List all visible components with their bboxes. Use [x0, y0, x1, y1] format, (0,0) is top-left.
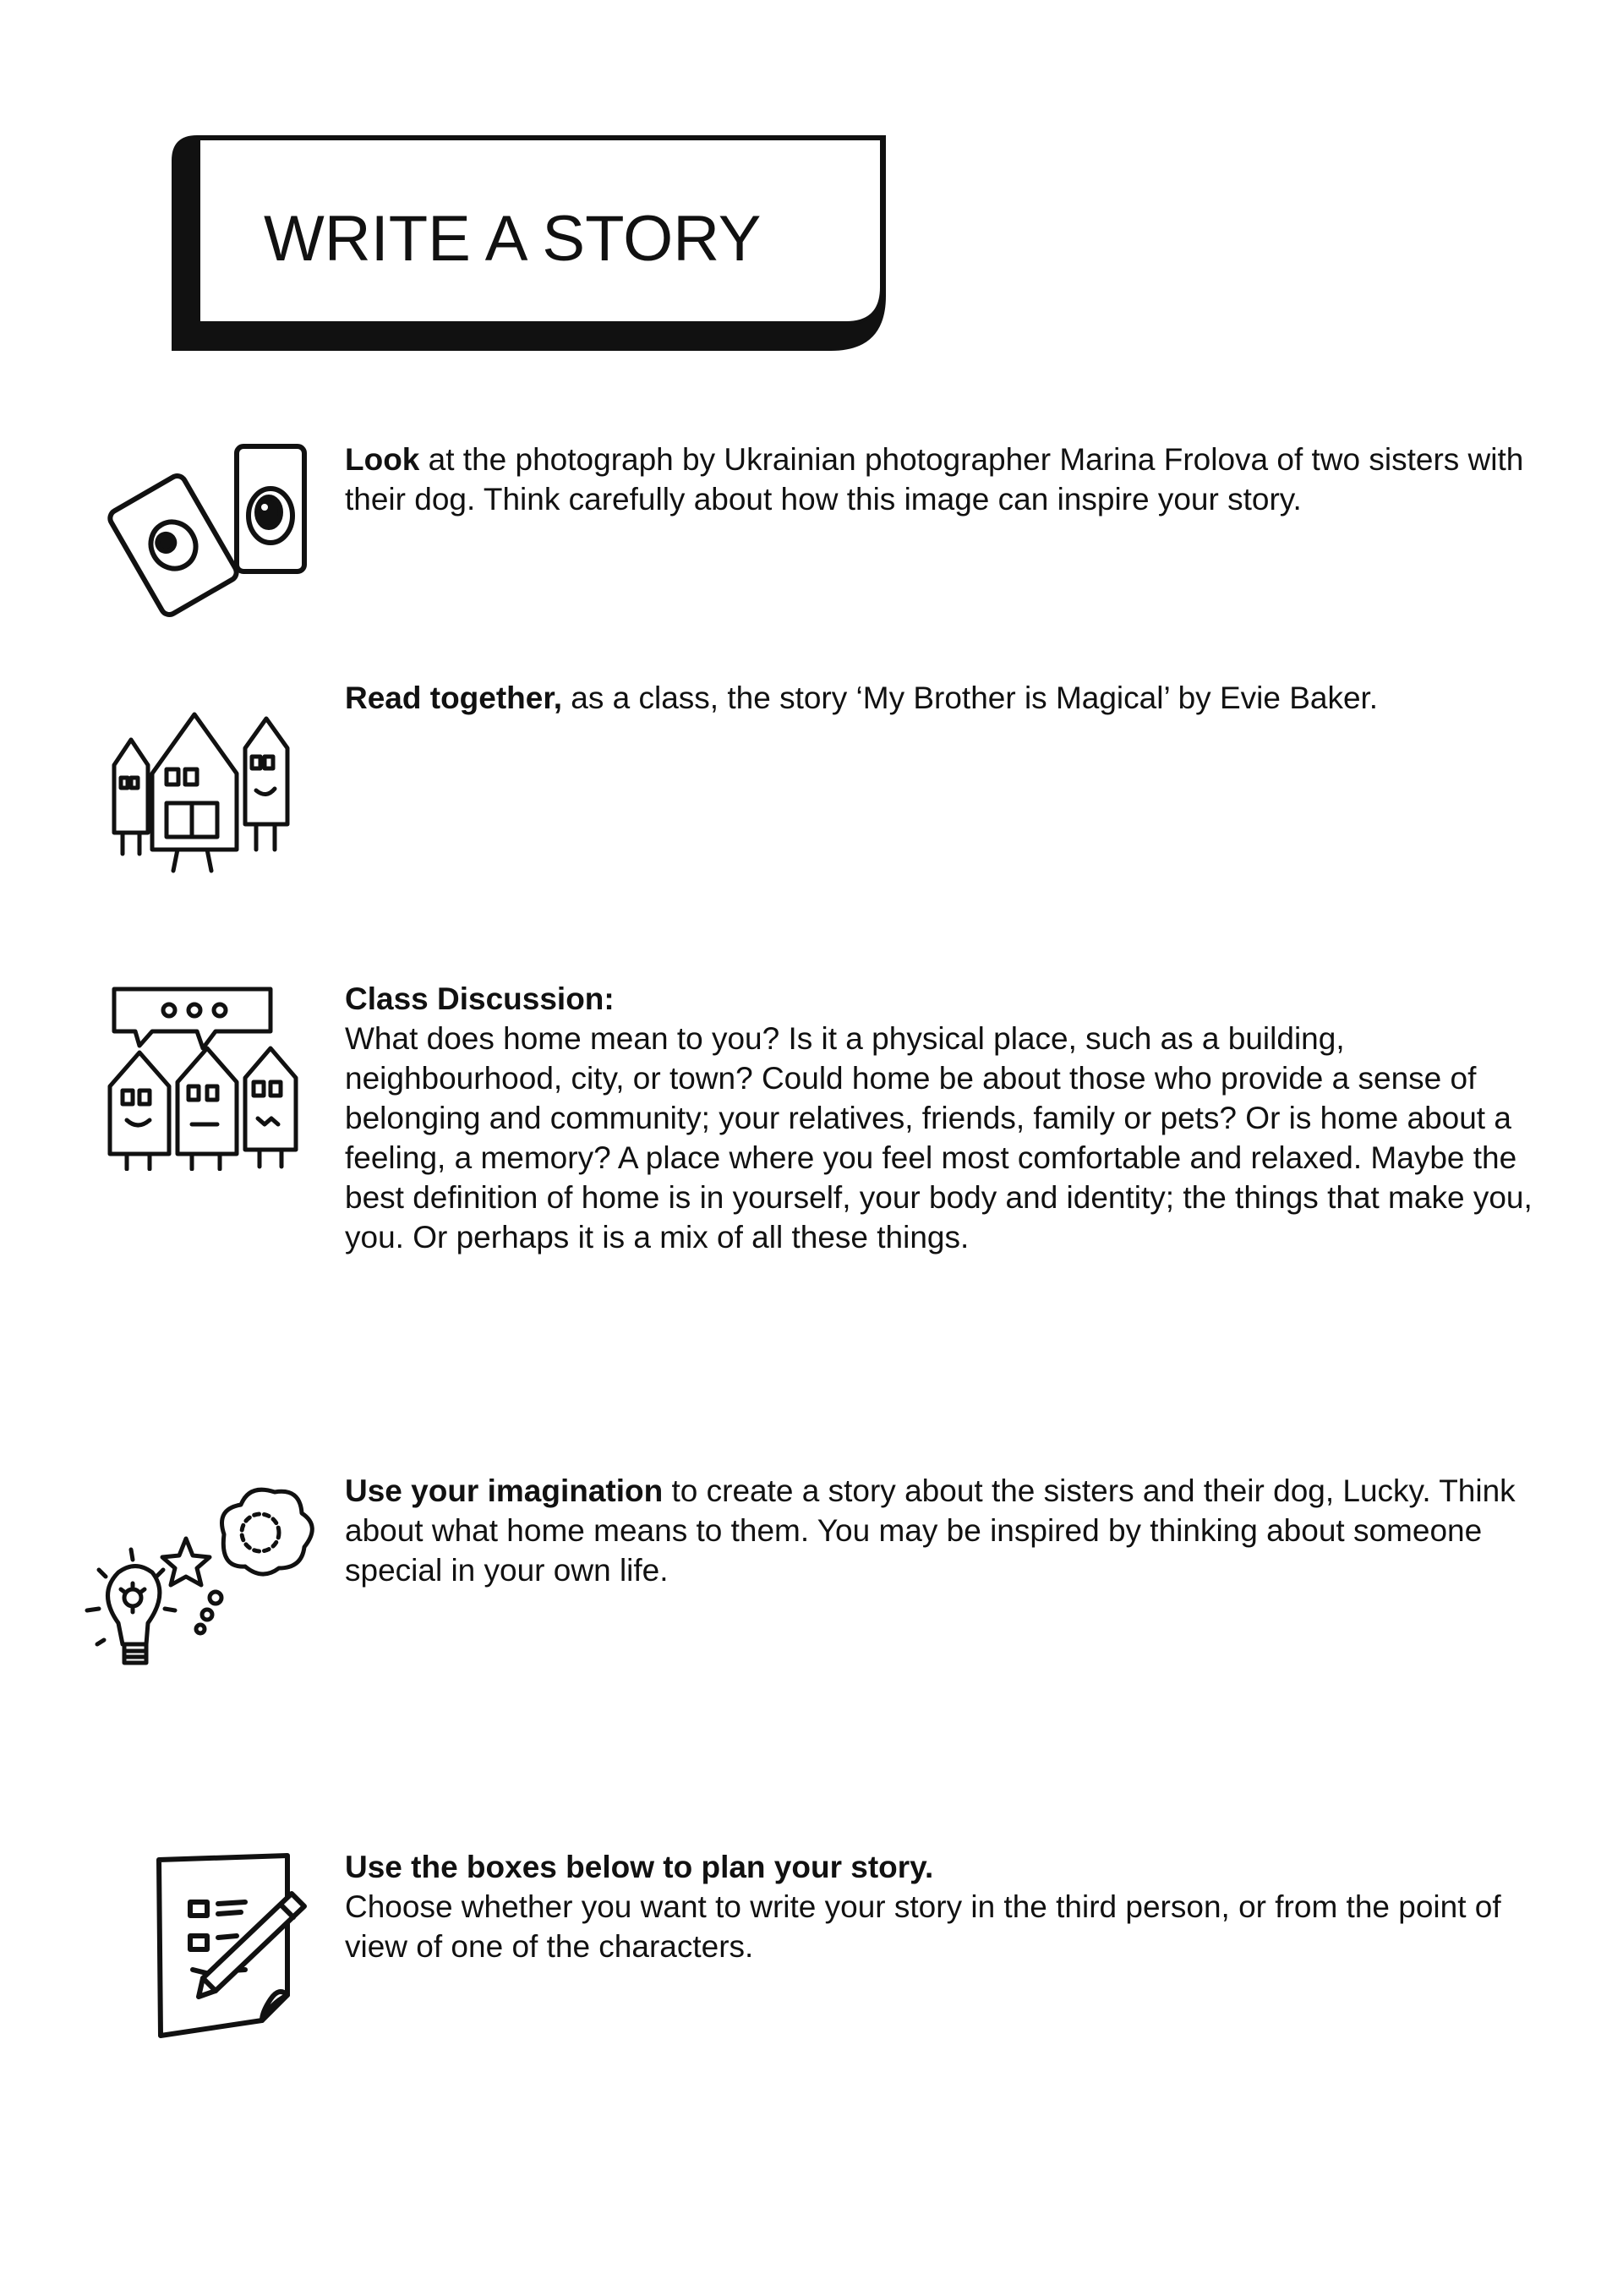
discussion-houses-icon: [97, 985, 317, 1171]
section-look-lead: Look: [345, 442, 420, 477]
page-title: WRITE A STORY: [264, 203, 762, 275]
reading-houses-icon: [106, 706, 300, 875]
checklist-pencil-icon: [152, 1851, 321, 2046]
section-imagination: [345, 1471, 1545, 1590]
section-read-text: as a class, the story ‘My Brother is Magical’ by Evie Baker.: [562, 681, 1379, 715]
section-read-lead: Read together,: [345, 681, 562, 715]
section-discussion: [345, 979, 1545, 1257]
section-discussion-heading: Class Discussion:: [345, 981, 615, 1016]
lightbulb-thought-icon: [80, 1475, 317, 1678]
section-imagination-lead: Use your imagination: [345, 1473, 664, 1508]
section-plan-text: Choose whether you want to write your story in the third person, or from the point of view of one of the characters.: [345, 1889, 1501, 1964]
section-plan-heading: Use the boxes below to plan your story.: [345, 1850, 934, 1884]
section-imagination-text: to create a story about the sisters and their dog, Lucky. Think about what home means to them. You may be inspired by thinking about someone special in your own life.: [345, 1473, 1516, 1588]
section-plan: [345, 1847, 1545, 1966]
section-read: [345, 678, 1545, 718]
section-discussion-text: What does home mean to you? Is it a physical place, such as a building, neighbourhood, city, or town? Could home be about those who provide a sense of belonging and community; your relatives, friends, family or pets? Or is home about a feeling, a memory? A place where you feel most comfortable and relaxed. Maybe the best definition of home is in yourself, your body and identity; the things that make you, you. Or perhaps it is a mix of all these things.: [345, 1021, 1533, 1255]
section-look-text: at the photograph by Ukrainian photographer Marina Frolova of two sisters with their dog. Think carefully about how this image can inspire your story.: [345, 442, 1524, 517]
eye-cards-icon: [106, 440, 317, 626]
section-look: [345, 440, 1545, 519]
